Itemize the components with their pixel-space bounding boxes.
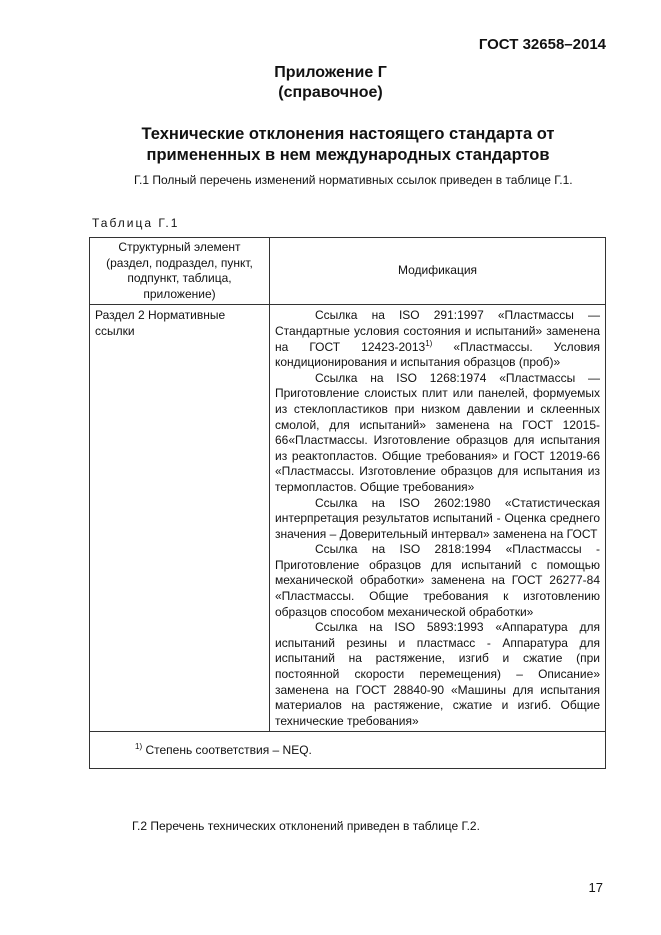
table-row: [90, 305, 606, 732]
modification-item: Ссылка на ISO 1268:1974 «Пластмассы — Приготовление слоистых плит или панелей, формуемых из стеклопластиков при низком давлении и склеенных смолой, для испытаний» заменена на ГОСТ 12015-66«Пластмассы. Изготовление образцов для испытания из реактопластов. Общие требования» и ГОСТ 12019-66 «Пластмассы. Изготовление образцов для испытания из термопластов. Общие требования»: [275, 370, 600, 494]
table-caption: Таблица Г.1: [92, 216, 180, 230]
column-header-structural-element: Структурный элемент (раздел, подраздел, пункт, подпункт, таблица, приложение): [90, 238, 270, 305]
row-label-cell: Раздел 2 Нормативные ссылки: [90, 305, 270, 732]
annex-heading: [0, 63, 661, 103]
paragraph-g1: Г.1 Полный перечень изменений нормативных ссылок приведен в таблице Г.1.: [134, 173, 573, 187]
table-footnote-row: [90, 732, 606, 769]
footnote-ref: 1): [425, 338, 433, 348]
section-title-line-2: примененных в нем международных стандартов: [146, 146, 550, 164]
annex-title: Приложение Г: [274, 64, 387, 81]
paragraph-g2: Г.2 Перечень технических отклонений приведен в таблице Г.2.: [132, 819, 480, 833]
footnote-text: Степень соответствия – NEQ.: [142, 742, 312, 757]
footnote-mark: 1): [135, 741, 143, 751]
modification-item: Ссылка на ISO 5893:1993 «Аппаратура для испытаний резины и пластмасс - Аппаратура для испытаний на растяжение, изгиб и сжатие (при постоянной скорости перемещения) – Описание» заменена на ГОСТ 28840-90 «Машины для испытания материалов на растяжение, сжатие и изгиб. Общие технические требования»: [275, 620, 600, 728]
document-header: ГОСТ 32658–2014: [478, 36, 606, 53]
section-title: [90, 124, 606, 166]
modification-item: Ссылка на ISO 291:1997 «Пластмассы — Стандартные условия состояния и испытаний» заменена на ГОСТ 12423-2013$^{1)}$ «Пластмассы. Условия кондиционирования и испытания образцов (проб)»: [275, 308, 600, 370]
section-title-line-1: Технические отклонения настоящего стандарта от: [141, 125, 555, 143]
modification-item: Ссылка на ISO 2818:1994 «Пластмассы - Приготовление образцов для испытаний с помощью механической обработки» заменена на ГОСТ 26277-84 «Пластмассы. Общие требования к изготовлению образцов способом механической обработки»: [275, 542, 600, 619]
table-g1: [89, 237, 606, 769]
table-footnote: [90, 732, 606, 769]
page-number: 17: [588, 880, 603, 895]
annex-subtitle: (справочное): [278, 84, 383, 101]
column-header-modification: Модификация: [270, 238, 606, 305]
table-header-row: [90, 238, 606, 305]
modification-cell: [270, 305, 606, 732]
modification-item: Ссылка на ISO 2602:1980 «Статистическая интерпретация результатов испытаний - Оценка среднего значения – Доверительный интервал» заменена на ГОСТ: [275, 495, 600, 541]
